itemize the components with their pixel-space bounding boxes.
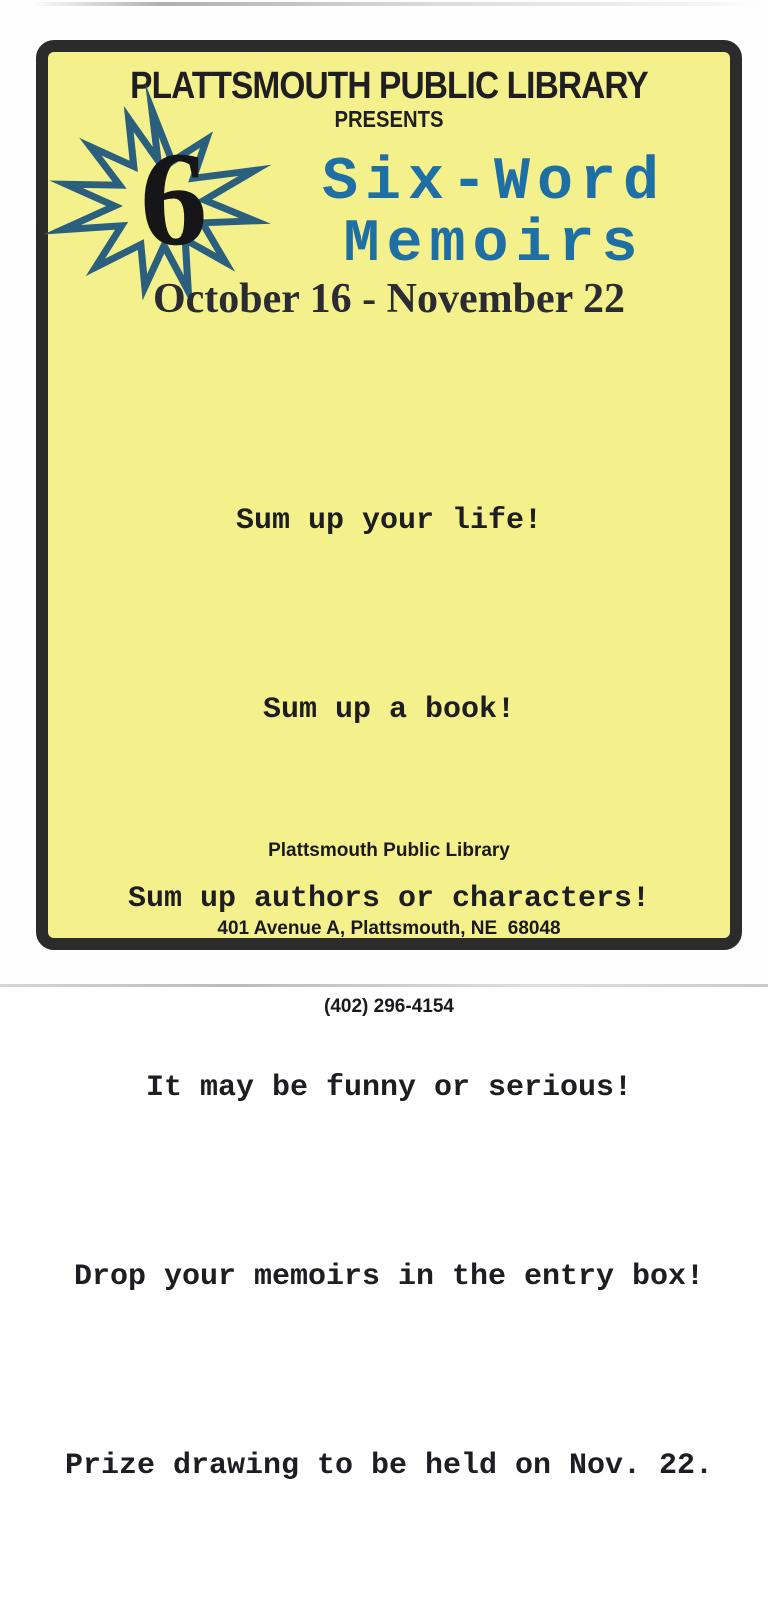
event-title xyxy=(258,149,730,279)
library-name-heading: PLATTSMOUTH PUBLIC LIBRARY xyxy=(130,65,648,107)
memoir-prompt-line: It may be funny or serious! xyxy=(145,1071,633,1105)
memoir-prompt-line: Prize drawing to be held on Nov. 22. xyxy=(64,1449,714,1483)
badge-number: 6 xyxy=(140,125,208,274)
event-flyer xyxy=(36,40,742,1483)
number-badge xyxy=(54,110,266,300)
scan-artifact-top xyxy=(30,2,768,6)
event-title-line1: Six-Word xyxy=(321,149,667,217)
memoir-prompt-line: Sum up authors or characters! xyxy=(127,882,651,916)
contact-library-name: Plattsmouth Public Library xyxy=(268,840,510,861)
contact-phone: (402) 296-4154 xyxy=(324,996,454,1017)
memoir-prompt-line: Sum up a book! xyxy=(262,693,516,727)
memoir-prompt-line: Drop your memoirs in the entry box! xyxy=(73,1260,705,1294)
contact-address: 401 Avenue A, Plattsmouth, NE 68048 xyxy=(217,918,561,939)
date-range: October 16 - November 22 xyxy=(152,276,625,322)
presents-label: PRESENTS xyxy=(334,106,444,132)
scan-artifact-bottom xyxy=(0,984,768,987)
event-title-line2: Memoirs xyxy=(343,211,645,279)
contact-info xyxy=(48,786,730,1072)
memoir-prompt-line: Sum up your life! xyxy=(235,504,543,538)
